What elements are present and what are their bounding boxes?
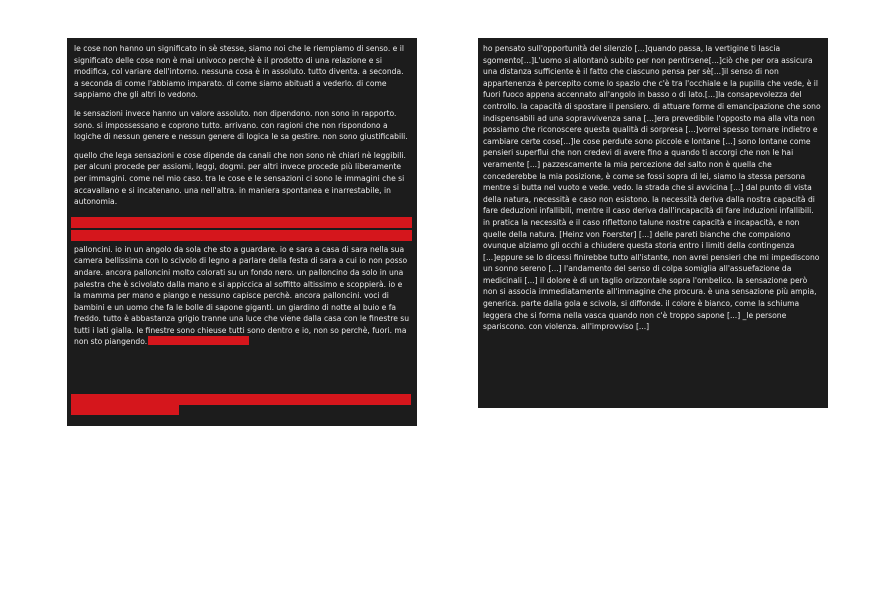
right-text-panel — [478, 38, 828, 408]
redaction-bar — [71, 394, 411, 405]
left-text-panel — [67, 38, 417, 426]
paragraph-sensations: le sensazioni invece hanno un valore assoluto. non dipendono. non sono in rapporto. sono. si impossessano e coprono tutto. arrivano. con ragioni che non rispondono a logiche di nessun genere e nessun genere di logica le sa gestire. non sono giustificabili. — [74, 108, 408, 142]
paragraph-balloons — [74, 244, 410, 348]
paragraph-silence: ho pensato sull'opportunità del silenzio [...]quando passa, la vertigine ti lascia sgomento[...]L'uomo si allontanò subito per non pentirsene[...]ciò che per ora assicura una distanza sufficiente è il fatto che ciascuno pensa per sè[...]il senso di non appartenenza è percepito come lo spazio che c'è tra l'occhiale e la pupilla che vede, è il fuori fuoco appena accennato all'angolo in basso o di lato.[...]la consapevolezza del controllo. la capacità di spostare il pensiero. di attuare forme di emancipazione che sono indispensabili ad una sopravvivenza sana [...]era prevedibile l'opposto ma alla vita non possiamo che riconoscere questa qualità di sorpresa [...]vorrei spesso tornare indietro e cambiare certe cose[...]le cose perdute sono piccole e lontane [...] sono lontane come pensieri superflui che non credevi di avere fino a quando ti accorgi che non le hai veramente [...] pazzescamente la mia percezione del salto non è quella che concederebbe la mia posizione, è come se fossi sopra di lei, siamo la stessa persona mentre si butta nel vuoto e vede. vedo. la strada che si avvicina [...] dal punto di vista della natura, necessità e caso non esistono. la necessità deriva dalla nostra capacità di fare deduzioni infallibili, mentre il caso deriva dall'incapacità di fare induzioni infallibili. in pratica la necessità e il caso riflettono talune nostre capacità e incapacità, e non quelle della natura. [Heinz von Foerster] [...] delle pareti bianche che compaiono ovunque alziamo gli occhi a chiudere questa storia entro i limiti della contingenza [...]eppure se lo dicessi finirebbe tutto all'istante, non avrei pensieri che mi impediscono un sonno sereno [...] l'andamento del senso di colpa somiglia all'assuefazione da medicinali [...] il dolore è di un taglio orizzontale sopra l'ombelico. la sensazione però non si associa immediatamente all'immagine che procura. è una sensazione più ampia, generica. parte dalla gola e scivola, si diffonde. il colore è bianco, come la schiuma leggera che si forma nella vasca quando non c'è troppo sapone [...] _le persone spariscono. con violenza. all'improvviso [...] — [483, 44, 821, 332]
paragraph-meaning-of-things: le cose non hanno un significato in sè stesse, siamo noi che le riempiamo di senso. e il significato delle cose non è mai univoco perchè è il prodotto di una relazione e si modifica, col variare dell'intorno. nessuna cosa è in assoluto. tutto diventa. a seconda. a seconda di come l'abbiamo imparato. di come siamo abituati a vederlo. di come sappiamo che gli altri lo vedono. — [74, 44, 404, 100]
redaction-bar — [71, 405, 179, 415]
redaction-bar-inline — [148, 336, 249, 345]
paragraph-images: quello che lega sensazioni e cose dipende da canali che non sono nè chiari nè leggibili. per alcuni procede per assiomi, leggi, dogmi. per altri invece procede più liberamente per immagini. come nel mio caso. tra le cose e le sensazioni ci sono le immagini che si accavallano e si incatenano. una nell'altra. in maniera spontanea e inarrestabile, in autonomia. — [74, 150, 406, 207]
redaction-bar — [71, 230, 412, 241]
redaction-bar — [71, 217, 412, 228]
paragraph-balloons-text: palloncini. io in un angolo da sola che sto a guardare. io e sara a casa di sara nella sua camera bellissima con lo scivolo di legno a parlare della festa di sara a cui io non posso andare. ancora palloncini molto colorati su un fondo nero. un palloncino da solo in una palestra che è scivolato dalla mano e si appiccica al soffitto altissimo e scoppierà. io e la mamma per mano e piango e nessuno capisce perchè. ancora palloncini. voci di bambini e un uomo che fa le bolle di sapone giganti. un giardino di notte al buio e fa freddo. tutto è abbastanza grigio tranne una luce che viene dalla casa con le finestre su tutti i lati gialla. le finestre sono chieuse tutti sono dentro e io, non so perchè, fuori. ma non sto piangendo. — [74, 244, 410, 347]
